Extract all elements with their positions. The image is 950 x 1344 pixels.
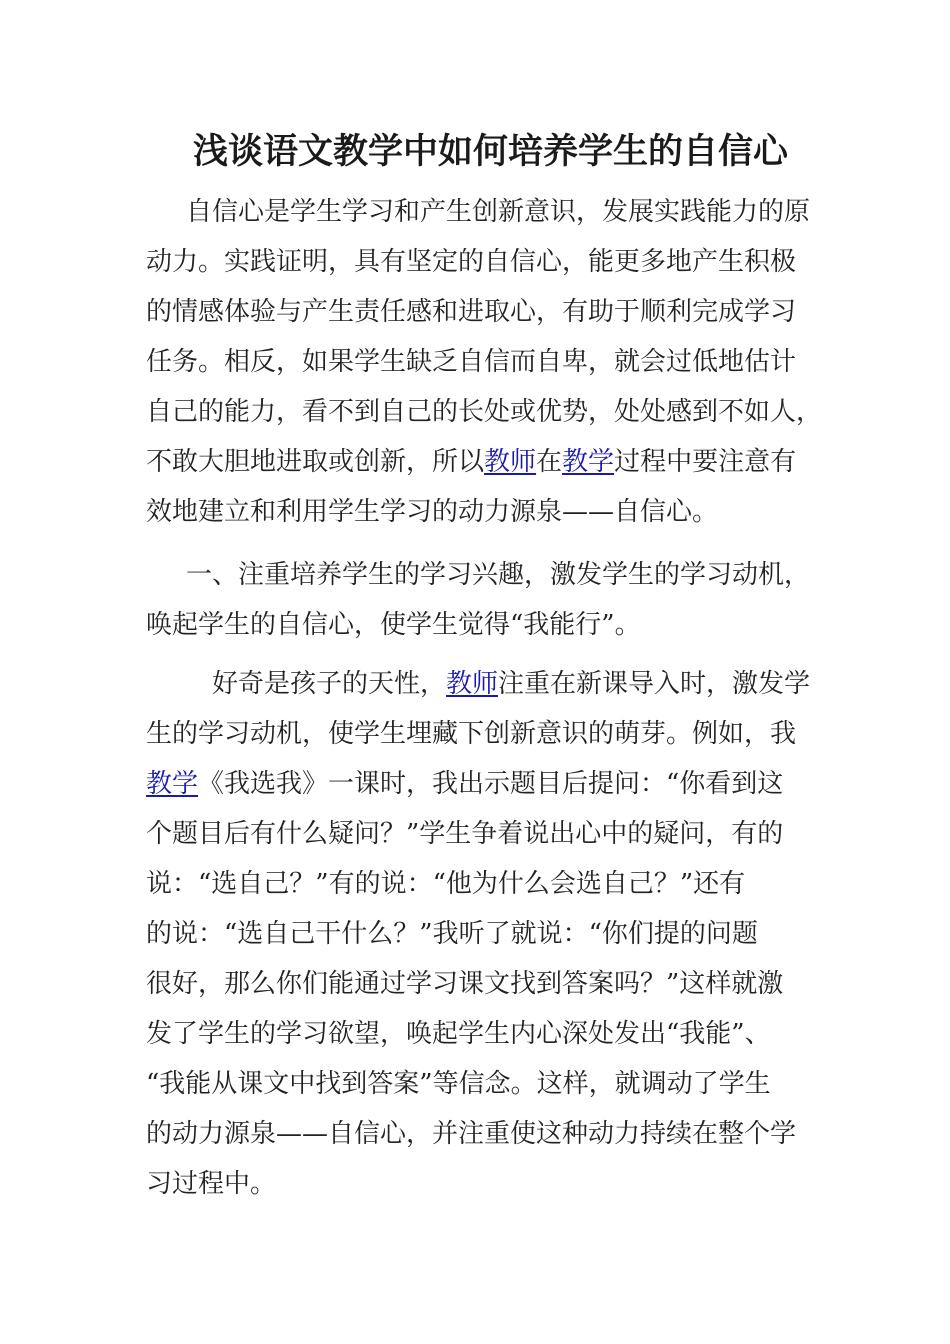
text-line: 效地建立和利用学生学习的动力源泉——自信心。 [146, 497, 719, 527]
document-title: 浅谈语文教学中如何培养学生的自信心 [193, 132, 789, 172]
link-teaching[interactable]: 教学 [146, 769, 199, 799]
text-line: 唤起学生的自信心，使学生觉得“我能行”。 [146, 610, 641, 640]
text-segment: 过程中要注意有 [614, 447, 797, 477]
text-line: 动力。实践证明，具有坚定的自信心，能更多地产生积极 [146, 247, 797, 277]
text-line: 习过程中。 [146, 1169, 277, 1199]
text-segment: 《我选我》一课时，我出示题目后提问：“你看到这 [198, 769, 784, 799]
text-line: 发了学生的学习欲望，唤起学生内心深处发出“我能”、 [146, 1019, 771, 1049]
link-teacher[interactable]: 教师 [446, 669, 499, 699]
paragraph-curiosity [146, 659, 811, 1209]
text-line: 任务。相反，如果学生缺乏自信而自卑，就会过低地估计 [146, 347, 797, 377]
text-line-with-links [146, 437, 806, 487]
text-line: 的说：“选自己干什么？”我听了就说：“你们提的问题 [146, 919, 758, 949]
text-line: 自己的能力，看不到自己的长处或优势，处处感到不如人， [146, 397, 823, 427]
text-segment: 不敢大胆地进取或创新，所以 [146, 447, 485, 477]
text-line: 自信心是学生学习和产生创新意识，发展实践能力的原 [186, 197, 811, 227]
text-segment: 好奇是孩子的天性， [212, 669, 447, 699]
section-heading-1 [146, 550, 811, 650]
text-line-with-links [146, 759, 806, 809]
text-line: 很好，那么你们能通过学习课文找到答案吗？”这样就激 [146, 969, 784, 999]
text-line: 一、注重培养学生的学习兴趣，激发学生的学习动机， [186, 560, 811, 590]
text-line: 个题目后有什么疑问？”学生争着说出心中的疑问，有的 [146, 819, 784, 849]
text-line: 说：“选自己？”有的说：“他为什么会选自己？”还有 [146, 869, 746, 899]
paragraph-intro [146, 187, 823, 537]
link-teaching[interactable]: 教学 [562, 447, 615, 477]
text-segment: 注重在新课导入时，激发学 [498, 669, 811, 699]
link-teacher[interactable]: 教师 [484, 447, 537, 477]
text-line: 生的学习动机，使学生埋藏下创新意识的萌芽。例如，我 [146, 719, 797, 749]
text-segment: 在 [536, 447, 563, 477]
text-line-with-links [146, 659, 811, 709]
text-line: 的动力源泉——自信心，并注重使这种动力持续在整个学 [146, 1119, 797, 1149]
text-line: “我能从课文中找到答案”等信念。这样，就调动了学生 [146, 1069, 771, 1099]
text-line: 的情感体验与产生责任感和进取心，有助于顺利完成学习 [146, 297, 797, 327]
